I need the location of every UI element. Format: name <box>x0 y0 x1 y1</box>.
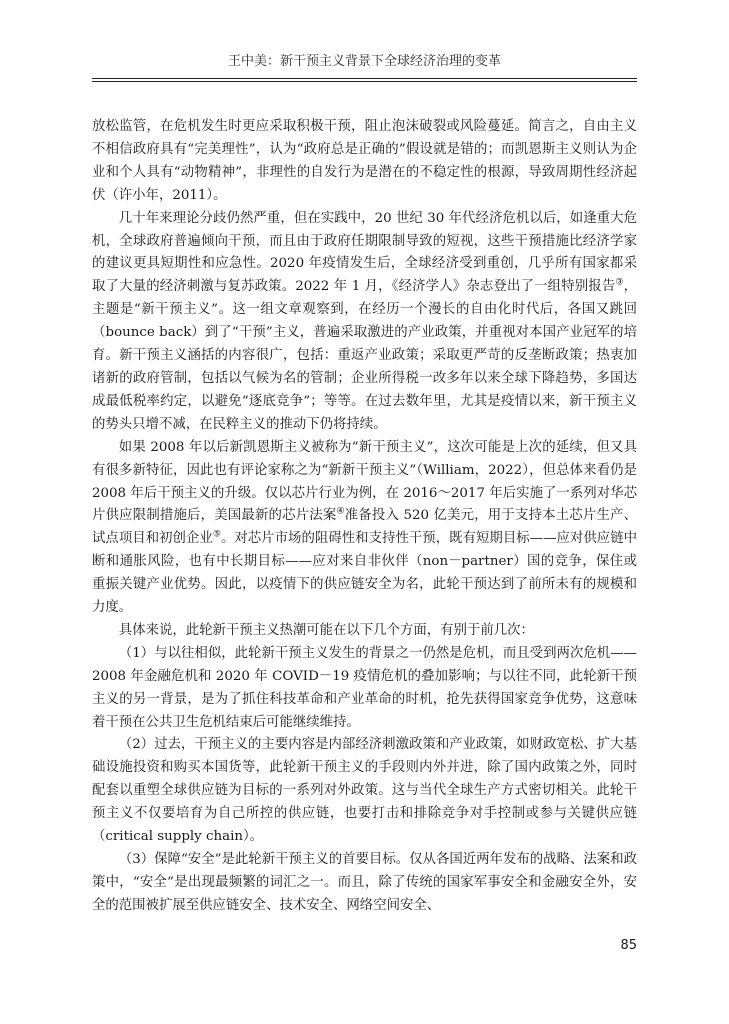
paragraph-3: 如果 2008 年以后新凯恩斯主义被称为“新干预主义”，这次可能是上次的延续，但又具有很多新特征，因此也有评论家称之为“新新干预主义”（William，2022），但总体来看仍是 2008 年后干预主义的升级。仅以芯片行业为例，在 2016～2017 年后实施了一系列对华芯片供应限制措施后，美国最新的芯片法案④准备投入 520 亿美元，用于支持本土芯片生产、试点项目和初创企业⑤。对芯片市场的阻碍性和支持性干预，既有短期目标——应对供应链中断和通胀风险，也有中长期目标——应对来自非伙伴（non－partner）国的竞争，保住或重振关键产业优势。因此，以疫情下的供应链安全为名，此轮干预达到了前所未有的规模和力度。 <box>92 439 638 616</box>
footnote-ref-4[interactable]: ④ <box>336 506 345 517</box>
paragraph-7: （3）保障“安全”是此轮新干预主义的首要目标。仅从各国近两年发布的战略、法案和政策中，“安全”是出现最频繁的词汇之一。而且，除了传统的国家军事安全和金融安全外，安全的范围被扩展至供应链安全、技术安全、网络空间安全、 <box>92 852 637 913</box>
article-body <box>92 116 637 918</box>
footnote-ref-3[interactable]: ③ <box>615 277 624 288</box>
paragraph-6: （2）过去，干预主义的主要内容是内部经济刺激政策和产业政策，如财政宽松、扩大基础设施投资和购买本国货等，此轮新干预主义的手段则内外并进，除了国内政策之外，同时配套以重塑全球供应链为目标的一系列对外政策。这与当代全球生产方式密切相关。此轮干预主义不仅要培育为自己所控的供应链，也要打击和排除竞争对手控制或参与关键供应链（critical supply chain）。 <box>92 737 637 845</box>
header-rule <box>92 78 637 79</box>
header-rule-thin <box>92 81 637 82</box>
paragraph-1: 放松监管，在危机发生时更应采取积极干预，阻止泡沫破裂或风险蔓延。简言之，自由主义不相信政府具有“完美理性”，认为“政府总是正确的”假设就是错的；而凯恩斯主义则认为企业和个人具有“动物精神”，非理性的自发行为是潜在的不稳定性的根源，导致周期性经济起伏（许小年，2011）。 <box>92 119 637 203</box>
page-number: 85 <box>620 938 637 953</box>
running-header: 王中美：新干预主义背景下全球经济治理的变革 <box>227 54 501 69</box>
paragraph-4: 具体来说，此轮新干预主义热潮可能在以下几个方面，有别于前几次： <box>118 622 534 638</box>
paragraph-2: 几十年来理论分歧仍然严重，但在实践中，20 世纪 30 年代经济危机以后，如逢重大危机，全球政府普遍倾向干预，而且由于政府任期限制导致的短视，这些干预措施比经济学家的建议更具短期性和应急性。2020 年疫情发生后，全球经济受到重创，几乎所有国家都采取了大量的经济刺激与复苏政策。2022 年 1 月，《经济学人》杂志登出了一组特别报告③，主题是“新干预主义”。这一组文章观察到，在经历一个漫长的自由化时代后，各国又跳回（bounce back）到了“干预”主义，普遍采取激进的产业政策，并重视对本国产业冠军的培育。新干预主义涵括的内容很广，包括：重返产业政策；采取更严苛的反垄断政策；热衷加诸新的政府管制，包括以气候为名的管制；企业所得税一改多年以来全球下降趋势，多国达成最低税率约定，以避免“逐底竞争”；等等。在过去数年里，尤其是疫情以来，新干预主义的势头只增不减，在民粹主义的推动下仍将持续。 <box>92 210 637 432</box>
footnote-ref-5[interactable]: ⑤ <box>212 529 221 540</box>
paragraph-5: （1）与以往相似，此轮新干预主义发生的背景之一仍然是危机，而且受到两次危机——2008 年金融危机和 2020 年 COVID－19 疫情危机的叠加影响；与以往不同，此轮新干预主义的另一背景，是为了抓住科技革命和产业革命的时机，抢先获得国家竞争优势，这意味着干预在公共卫生危机结束后可能继续维持。 <box>92 645 637 730</box>
